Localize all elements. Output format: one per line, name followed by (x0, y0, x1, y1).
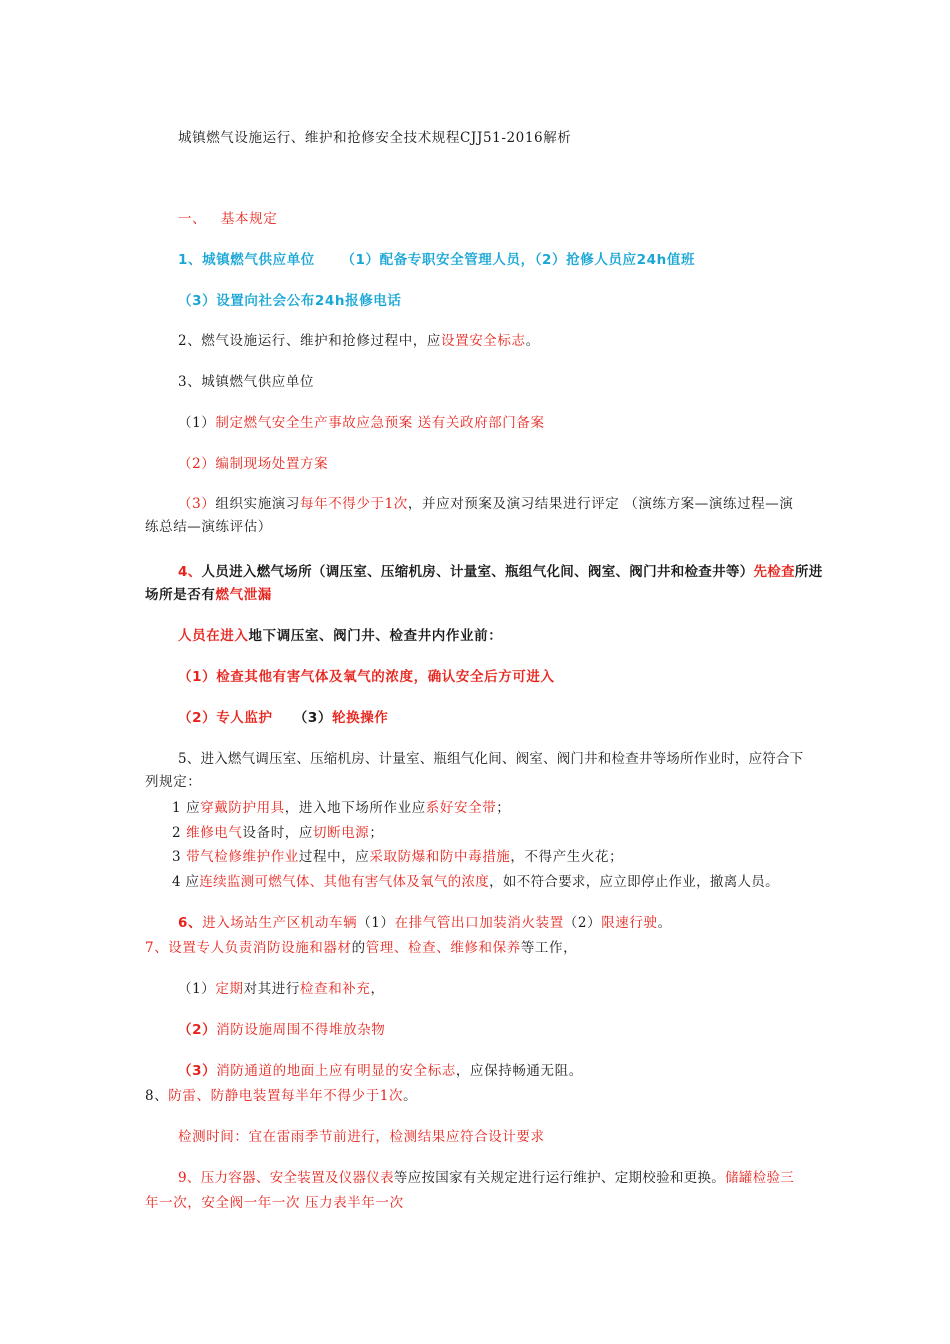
item-7-number: 7、设置 (145, 940, 197, 956)
item-4-entry (178, 626, 502, 646)
rule-highlight-2: 采取防爆和防中毒措施 (369, 849, 511, 865)
point-label: （3） (178, 1063, 217, 1079)
item-2-text: 2、燃气设施运行、维护和抢修过程中，应 (178, 333, 441, 349)
item-6-p2: 限速行驶 (601, 915, 658, 931)
rule-text: ，进入地下场所作业应 (284, 800, 426, 816)
section-number: 一、 (178, 211, 207, 227)
item-2-highlight: 设置安全标志 (441, 333, 526, 349)
item-3-point-1 (178, 413, 545, 433)
point-text: 组织实施演习 (215, 496, 300, 512)
item-4-highlight: 先检查 (753, 564, 795, 580)
item-7-highlight-2: 管理、检查、维修和保养 (365, 940, 521, 956)
item-4-point-2-3 (178, 708, 388, 728)
item-7-point-1 (178, 979, 385, 999)
item-3-point-3 (178, 494, 793, 514)
item-6-end: 。 (657, 915, 672, 931)
item-4-entry-text: 地下调压室、阀门井、检查井内作业前： (248, 628, 503, 644)
point-label: （1） (178, 981, 216, 997)
item-1-point-3: （3）设置向社会公布24h报修电话 (178, 293, 402, 309)
point-2: （2）专人监护 (178, 710, 273, 726)
item-8-detail: 检测时间：宜在雷雨季节前进行，检测结果应符合设计要求 (178, 1129, 545, 1145)
item-8-highlight: 防雷、防静电装置每半年不得少于1次 (168, 1088, 404, 1104)
item-3: 3、城镇燃气供应单位 (178, 374, 315, 390)
item-2-end: 。 (525, 333, 540, 349)
rule-text: 过程中，应 (298, 849, 370, 865)
item-9-highlight: 压力容器、安全装置及仪器仪表 (200, 1170, 394, 1186)
rule-text: ，如不符合要求，应立即停止作业，撤离人员。 (489, 874, 779, 890)
item-4-cont (145, 585, 272, 605)
item-8-end: 。 (403, 1088, 418, 1104)
item-4-cont-highlight: 燃气泄漏 (215, 587, 272, 603)
item-7-highlight: 专人负责消防设施和器材 (196, 940, 352, 956)
point-end: ， (370, 981, 385, 997)
rule-text: 设备时，应 (242, 825, 313, 841)
item-7-text: 的 (351, 940, 366, 956)
item-4-entry-highlight: 人员在进入 (178, 628, 249, 644)
point-3-text: 轮换操作 (332, 710, 389, 726)
point-text: 对其进行 (243, 981, 300, 997)
item-6-p1: 在排气管出口加装消火装置 (394, 915, 564, 931)
item-9-number: 9、 (178, 1170, 201, 1186)
point-highlight: 定期 (215, 981, 244, 997)
item-5-rule-3 (172, 847, 623, 867)
item-4-point-1: （1）检查其他有害气体及氧气的浓度，确认安全后方可进入 (178, 669, 555, 685)
item-9-highlight-2: 储罐检验三 (725, 1170, 795, 1186)
rule-highlight-2: 切断电源 (313, 825, 370, 841)
point-end: ，应保持畅通无阻。 (455, 1063, 583, 1079)
rule-highlight-2: 系好安全带 (425, 800, 497, 816)
point-highlight: 安全标志 (399, 1063, 456, 1079)
item-6-number: 6、 (178, 915, 203, 931)
point-3-label: （3） (293, 710, 332, 726)
section-label: 基本规定 (220, 211, 278, 227)
point-text-rest: ，并应对预案及演习结果进行评定 （演练方案—演练过程—演 (407, 496, 794, 512)
item-4-text-rest: 所进 (794, 564, 823, 580)
item-8-number: 8、 (145, 1088, 169, 1104)
item-7-end: 等工作， (520, 940, 578, 956)
rule-end: ； (496, 800, 511, 816)
item-7-point-3 (178, 1061, 583, 1081)
item-3-point-2: （2）编制现场处置方案 (178, 456, 329, 472)
rule-highlight: 带气检修维护作业 (186, 849, 299, 865)
item-9-text: 等应按国家有关规定进行运行维护、定期校验和更换。 (393, 1170, 726, 1186)
rule-num: 3 (172, 849, 187, 865)
item-5-rule-2 (172, 823, 384, 843)
rule-num: 1 应 (172, 800, 201, 816)
item-4 (178, 562, 823, 582)
point-highlight: 每年不得少于1次 (300, 496, 408, 512)
item-4-text: 人员进入燃气场所（调压室、压缩机房、计量室、瓶组气化间、阀室、阀门井和检查井等） (201, 564, 754, 580)
section-heading (178, 209, 277, 229)
item-9 (178, 1168, 794, 1188)
item-8 (145, 1086, 417, 1106)
point-highlight-2: 检查和补充 (300, 981, 371, 997)
point-label: （3） (178, 496, 216, 512)
rule-highlight: 维修电气 (186, 825, 243, 841)
rule-highlight: 连续监测可燃气体、其他有害气体及氧气的浓度 (199, 874, 490, 890)
item-6-p2-label: （2） (563, 915, 602, 931)
item-2 (178, 331, 540, 351)
item-9-cont: 年一次，安全阀一年一次 压力表半年一次 (145, 1195, 404, 1211)
item-7-point-2 (178, 1020, 385, 1040)
item-1-number: 1、城镇燃气供应单位 (178, 252, 315, 268)
point-text: 制定燃气安全生产事故应急预案 送有关政府部门备案 (215, 415, 545, 431)
point-text: 消防设施周围不得堆放杂物 (216, 1022, 386, 1038)
item-6 (178, 913, 672, 933)
item-7 (145, 938, 577, 958)
rule-num: 4 应 (172, 874, 200, 890)
rule-highlight: 穿戴防护用具 (200, 800, 285, 816)
point-label: （1） (178, 415, 216, 431)
item-1-points: （1）配备专职安全管理人员，（2）抢修人员应24h值班 (341, 252, 696, 268)
item-6-text: 进入场站生产区机动车辆 (202, 915, 358, 931)
item-6-p1-label: （1） (357, 915, 395, 931)
item-5-rule-4 (172, 872, 779, 892)
point-text: 消防通道的地面上应有明显的 (216, 1063, 400, 1079)
item-4-number: 4、 (178, 564, 202, 580)
rule-num: 2 (172, 825, 187, 841)
item-5-cont: 列规定： (145, 774, 202, 790)
doc-title: 城镇燃气设施运行、维护和抢修安全技术规程CJJ51-2016解析 (178, 130, 572, 146)
item-5-rule-1 (172, 798, 510, 818)
item-4-cont-text: 场所是否有 (145, 587, 216, 603)
rule-end: ； (369, 825, 384, 841)
point-label: （2） (178, 1022, 217, 1038)
item-1 (178, 250, 695, 270)
item-3-point-3-cont: 练总结—演练评估） (145, 519, 272, 535)
item-5: 5、进入燃气调压室、压缩机房、计量室、瓶组气化间、阀室、阀门井和检查井等场所作业时，应符合下 (178, 751, 804, 767)
rule-end: ，不得产生火花； (510, 849, 624, 865)
